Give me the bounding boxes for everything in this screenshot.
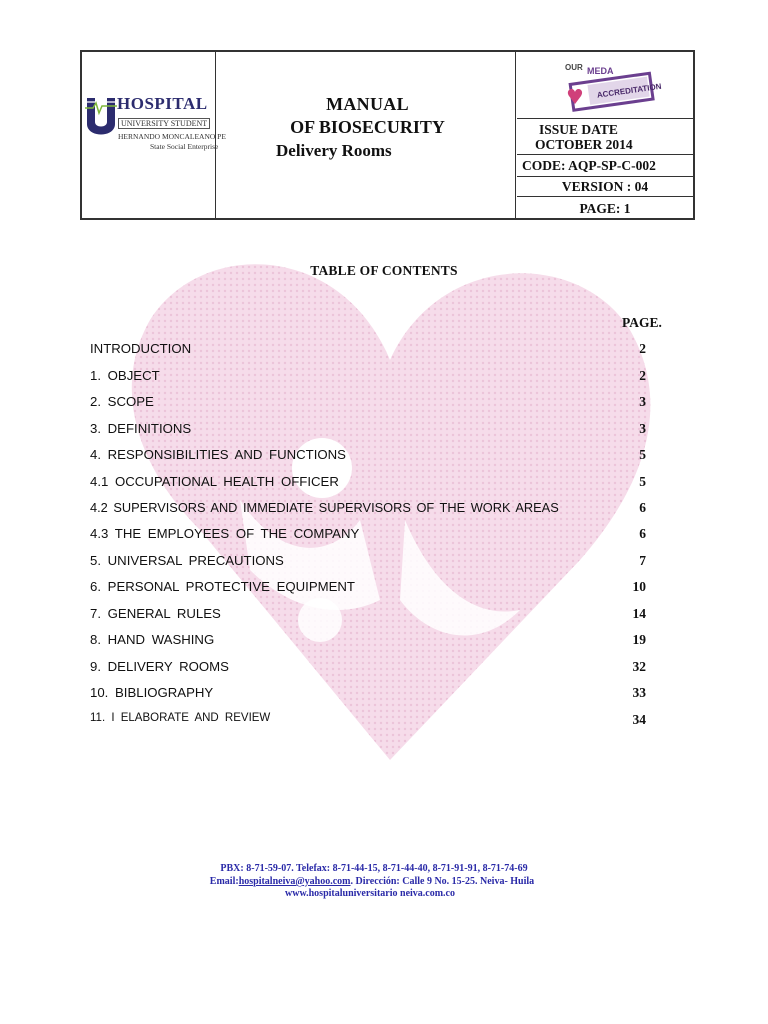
- document-title: [218, 52, 517, 218]
- document-metadata: [517, 52, 693, 218]
- toc-entry-page: 2: [639, 341, 646, 356]
- footer-email-label: Email:: [209, 876, 239, 887]
- logo-hospital-text: HOSPITAL: [117, 94, 208, 113]
- footer-website-link[interactable]: www.hospitaluniversitario neiva.com.co: [285, 888, 455, 899]
- toc-entry-page: 5: [639, 474, 646, 489]
- document-version: VERSION : 04: [561, 179, 649, 194]
- logo-subtitle: UNIVERSITY STUDENT: [118, 118, 210, 129]
- logo-subtitle: HERNANDO MONCALEANO PE: [118, 132, 226, 141]
- footer-contact: [0, 876, 756, 887]
- toc-entry[interactable]: [90, 394, 646, 414]
- toc-entry-label: 2. SCOPE: [90, 394, 154, 409]
- toc-entry-label: 7. GENERAL RULES: [90, 606, 221, 621]
- toc-entry-label: 4.1 OCCUPATIONAL HEALTH OFFICER: [90, 474, 339, 489]
- footer-address: . Dirección: Calle 9 No. 15-25. Neiva- Huila: [350, 876, 535, 887]
- title-line: Delivery Rooms: [276, 141, 392, 160]
- toc-entry-page: 3: [639, 421, 646, 436]
- toc-entry-label: 4.3 THE EMPLOYEES OF THE COMPANY: [90, 526, 360, 541]
- toc-entry-label: INTRODUCTION: [90, 341, 192, 356]
- issue-date-box: [517, 120, 693, 155]
- toc-entry-page: 5: [639, 447, 646, 462]
- document-header: [80, 50, 695, 220]
- toc-entry-label: 3. DEFINITIONS: [90, 421, 192, 436]
- version-box: [517, 178, 693, 197]
- toc-entry[interactable]: [90, 710, 646, 730]
- accreditation-small-text: MEDA: [587, 66, 614, 76]
- toc-entry-label: 4. RESPONSIBILITIES AND FUNCTIONS: [90, 447, 346, 462]
- toc-entry[interactable]: [90, 553, 646, 573]
- page-box: [517, 198, 693, 218]
- toc-entry[interactable]: [90, 447, 646, 467]
- toc-title: TABLE OF CONTENTS: [310, 263, 458, 278]
- footer-phone: PBX: 8-71-59-07. Telefax: 8-71-44-15, 8-71-44-40, 8-71-91-91, 8-71-74-69: [220, 863, 528, 874]
- toc-entry-page: 19: [632, 632, 646, 647]
- toc-entry[interactable]: [90, 474, 646, 494]
- toc-entry-label: 8. HAND WASHING: [90, 632, 215, 647]
- document-code: CODE: AQP-SP-C-002: [522, 158, 656, 173]
- toc-entry-label: 10. BIBLIOGRAPHY: [90, 685, 214, 700]
- toc-entry-page: 34: [632, 712, 646, 727]
- toc-entry-page: 7: [639, 553, 646, 568]
- issue-date-value: OCTOBER 2014: [535, 137, 633, 152]
- toc-entry-page: 33: [632, 685, 646, 700]
- toc-entry-page: 2: [639, 368, 646, 383]
- toc-entry-page: 10: [632, 579, 646, 594]
- toc-entry-page: 6: [639, 526, 646, 541]
- issue-date-label: ISSUE DATE: [539, 122, 618, 137]
- toc-entry[interactable]: [90, 421, 646, 441]
- toc-entry[interactable]: [90, 632, 646, 652]
- toc-entry-label: 9. DELIVERY ROOMS: [90, 659, 229, 674]
- accreditation-text: ACCREDITATION: [596, 81, 663, 100]
- accreditation-stamp-icon: [517, 52, 693, 118]
- toc-page-header: PAGE.: [622, 315, 662, 330]
- toc-entry-page: 6: [639, 500, 646, 515]
- toc-entry[interactable]: [90, 579, 646, 599]
- logo-subtitle: State Social Enterprise: [150, 142, 219, 151]
- svg-text:OUR: OUR: [565, 63, 583, 72]
- hospital-u-logo-icon: [85, 94, 117, 140]
- hospital-logo: [82, 52, 226, 218]
- toc-entry[interactable]: [90, 526, 646, 546]
- toc-entry-page: 14: [632, 606, 646, 621]
- page-number: PAGE: 1: [579, 201, 631, 216]
- toc-entry-label: 4.2 SUPERVISORS AND IMMEDIATE SUPERVISORS OF THE WORK AREAS: [90, 500, 559, 515]
- toc-entry-label: 5. UNIVERSAL PRECAUTIONS: [90, 553, 284, 568]
- toc-entry[interactable]: [90, 368, 646, 388]
- toc-entry[interactable]: [90, 341, 646, 361]
- toc-entry-label: 6. PERSONAL PROTECTIVE EQUIPMENT: [90, 579, 355, 594]
- toc-entry-label: 11. I ELABORATE AND REVIEW: [90, 712, 271, 724]
- toc-entry-page: 3: [639, 394, 646, 409]
- toc-entry-page: 32: [632, 659, 646, 674]
- title-line: OF BIOSECURITY: [290, 117, 445, 137]
- footer-email-link[interactable]: hospitalneiva@yahoo.com: [238, 876, 351, 887]
- title-line: MANUAL: [326, 94, 409, 114]
- toc-entry[interactable]: [90, 606, 646, 626]
- toc-entry[interactable]: [90, 659, 646, 679]
- accreditation-stamp: [517, 52, 693, 119]
- toc-entry[interactable]: [90, 685, 646, 705]
- code-box: [517, 156, 693, 177]
- toc-entry-label: 1. OBJECT: [90, 368, 160, 383]
- toc-entry[interactable]: [90, 500, 646, 520]
